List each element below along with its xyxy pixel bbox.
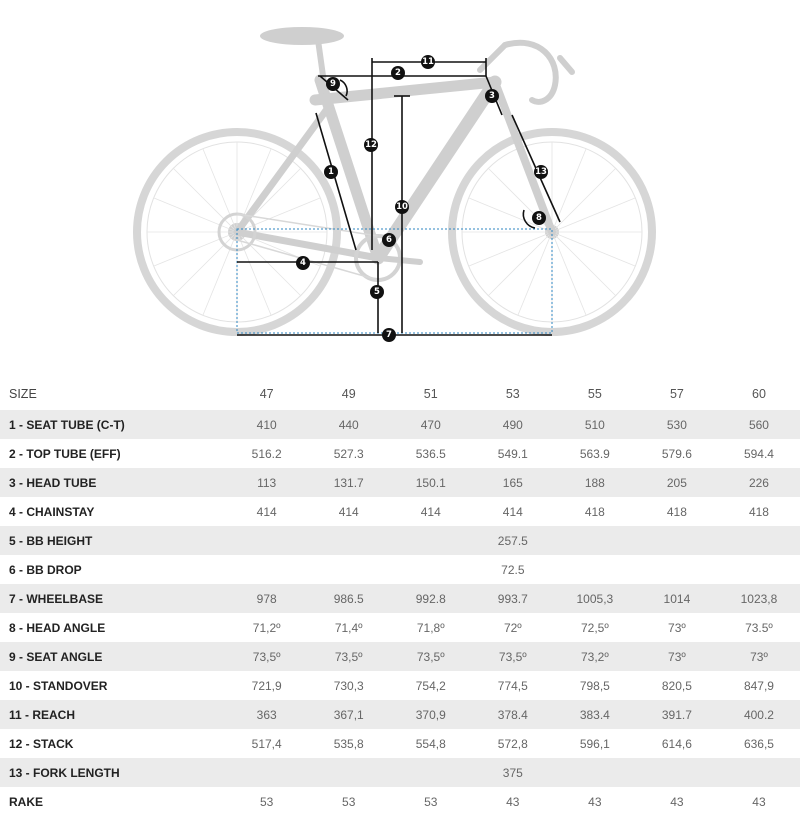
measurement-value: 150.1: [390, 468, 472, 497]
measurement-value: 73,5º: [308, 642, 390, 671]
measurement-value: 440: [308, 410, 390, 439]
measurement-value: 71,8º: [390, 613, 472, 642]
measurement-value: 517,4: [226, 729, 308, 758]
measurement-label: 2 - TOP TUBE (EFF): [0, 439, 226, 468]
measurement-value: 516.2: [226, 439, 308, 468]
measurement-label: 10 - STANDOVER: [0, 671, 226, 700]
measurement-value: 414: [308, 497, 390, 526]
measurement-value: 414: [390, 497, 472, 526]
marker-3-icon: [485, 89, 499, 103]
measurement-label: 4 - CHAINSTAY: [0, 497, 226, 526]
measurement-value: 363: [226, 700, 308, 729]
measurement-value: 71,2º: [226, 613, 308, 642]
size-column-header: 53: [505, 386, 520, 401]
measurement-value: 560: [718, 410, 800, 439]
svg-text:3: 3: [489, 91, 495, 101]
measurement-value: 43: [636, 787, 718, 816]
measurement-value: 391.7: [636, 700, 718, 729]
table-header-row: [0, 377, 800, 410]
measurement-value: 636,5: [718, 729, 800, 758]
measurement-value: 536.5: [390, 439, 472, 468]
marker-5-icon: [370, 285, 384, 299]
table-row: [0, 526, 800, 555]
measurement-value: 563.9: [554, 439, 636, 468]
svg-text:9: 9: [330, 79, 336, 89]
measurement-value: 490: [472, 410, 554, 439]
measurement-value: 847,9: [718, 671, 800, 700]
measurement-value: 370,9: [390, 700, 472, 729]
measurement-value-all-sizes: 375: [226, 758, 800, 787]
svg-text:11: 11: [422, 57, 434, 67]
measurement-value: 383.4: [554, 700, 636, 729]
measurement-value: 73º: [718, 642, 800, 671]
measurement-label: 1 - SEAT TUBE (C-T): [0, 410, 226, 439]
measurement-value: 43: [554, 787, 636, 816]
measurement-value: 53: [226, 787, 308, 816]
size-header: SIZE: [9, 386, 37, 401]
measurement-value: 527.3: [308, 439, 390, 468]
measurement-label: 5 - BB HEIGHT: [0, 526, 226, 555]
svg-text:13: 13: [535, 167, 547, 177]
measurement-label: 12 - STACK: [0, 729, 226, 758]
measurement-value: 579.6: [636, 439, 718, 468]
marker-9-icon: [326, 77, 340, 91]
measurement-value: 596,1: [554, 729, 636, 758]
marker-13-icon: [534, 165, 548, 179]
measurement-value: 992.8: [390, 584, 472, 613]
svg-text:5: 5: [374, 287, 380, 297]
table-row: [0, 729, 800, 758]
marker-1-icon: [324, 165, 338, 179]
measurement-value-all-sizes: 257.5: [226, 526, 800, 555]
measurement-value: 72,5º: [554, 613, 636, 642]
marker-2-icon: [391, 66, 405, 80]
measurement-value: 53: [308, 787, 390, 816]
measurement-value: 205: [636, 468, 718, 497]
measurement-value: 131.7: [308, 468, 390, 497]
measurement-value: 43: [718, 787, 800, 816]
measurement-value: 774,5: [472, 671, 554, 700]
measurement-value: 72º: [472, 613, 554, 642]
measurement-value: 378.4: [472, 700, 554, 729]
marker-4-icon: [296, 256, 310, 270]
table-row: [0, 555, 800, 584]
table-row: [0, 584, 800, 613]
measurement-value: 418: [718, 497, 800, 526]
measurement-value: 367,1: [308, 700, 390, 729]
svg-text:4: 4: [300, 258, 306, 268]
measurement-value: 978: [226, 584, 308, 613]
size-column-header: 55: [587, 386, 602, 401]
size-column-header: 60: [752, 386, 766, 401]
measurement-label: 8 - HEAD ANGLE: [0, 613, 226, 642]
measurement-value: 572,8: [472, 729, 554, 758]
svg-text:6: 6: [386, 235, 392, 245]
table-row: [0, 642, 800, 671]
marker-6-icon: [382, 233, 396, 247]
measurement-value: 993.7: [472, 584, 554, 613]
svg-text:7: 7: [386, 330, 392, 340]
measurement-value: 614,6: [636, 729, 718, 758]
measurement-label: 7 - WHEELBASE: [0, 584, 226, 613]
marker-11-icon: [421, 55, 435, 69]
size-column-header: 49: [341, 386, 356, 401]
measurement-value: 1005,3: [554, 584, 636, 613]
measurement-value: 71,4º: [308, 613, 390, 642]
measurement-value: 73.5º: [718, 613, 800, 642]
svg-text:2: 2: [395, 68, 401, 78]
marker-8-icon: [532, 211, 546, 225]
measurement-label: RAKE: [0, 787, 226, 816]
measurement-value: 535,8: [308, 729, 390, 758]
measurement-value: 418: [636, 497, 718, 526]
measurement-value: 754,2: [390, 671, 472, 700]
measurement-label: 3 - HEAD TUBE: [0, 468, 226, 497]
measurement-value: 554,8: [390, 729, 472, 758]
dimension-lines: [237, 58, 560, 335]
saddle-icon: [260, 27, 344, 45]
measurement-value: 188: [554, 468, 636, 497]
table-row: [0, 700, 800, 729]
table-row: [0, 787, 800, 816]
measurement-value: 414: [226, 497, 308, 526]
measurement-value: 510: [554, 410, 636, 439]
measurement-value: 820,5: [636, 671, 718, 700]
size-column-header: 57: [669, 386, 684, 401]
table-row: [0, 439, 800, 468]
measurement-value: 470: [390, 410, 472, 439]
measurement-value: 73,2º: [554, 642, 636, 671]
measurement-value: 594.4: [718, 439, 800, 468]
measurement-value: 165: [472, 468, 554, 497]
measurement-value: 53: [390, 787, 472, 816]
measurement-value: 798,5: [554, 671, 636, 700]
measurement-label: 6 - BB DROP: [0, 555, 226, 584]
measurement-label: 13 - FORK LENGTH: [0, 758, 226, 787]
svg-text:10: 10: [396, 202, 408, 212]
measurement-value: 730,3: [308, 671, 390, 700]
measurement-value: 410: [226, 410, 308, 439]
size-column-header: 47: [259, 386, 274, 401]
svg-text:1: 1: [328, 167, 334, 177]
measurement-value: 549.1: [472, 439, 554, 468]
marker-7-icon: [382, 328, 396, 342]
table-body: [0, 410, 800, 816]
measurement-value: 986.5: [308, 584, 390, 613]
marker-12-icon: [364, 138, 378, 152]
bike-geometry-diagram: [0, 0, 800, 370]
measurement-value: 1023,8: [718, 584, 800, 613]
measurement-value: 73º: [636, 642, 718, 671]
measurement-value: 418: [554, 497, 636, 526]
bike-illustration: [0, 0, 800, 370]
measurement-value: 414: [472, 497, 554, 526]
svg-text:12: 12: [365, 140, 377, 150]
svg-text:8: 8: [536, 213, 542, 223]
table-row: [0, 410, 800, 439]
measurement-value: 73,5º: [226, 642, 308, 671]
table-row: [0, 613, 800, 642]
measurement-value: 1014: [636, 584, 718, 613]
marker-10-icon: [395, 200, 409, 214]
table-row: [0, 671, 800, 700]
measurement-label: 11 - REACH: [0, 700, 226, 729]
measurement-value: 721,9: [226, 671, 308, 700]
table-row: [0, 758, 800, 787]
geometry-table: [0, 377, 800, 816]
measurement-value: 530: [636, 410, 718, 439]
measurement-value: 73,5º: [472, 642, 554, 671]
measurement-value: 73,5º: [390, 642, 472, 671]
table-row: [0, 497, 800, 526]
size-column-header: 51: [423, 386, 438, 401]
measurement-value: 113: [226, 468, 308, 497]
measurement-value: 43: [472, 787, 554, 816]
measurement-value: 73º: [636, 613, 718, 642]
measurement-value: 400.2: [718, 700, 800, 729]
measurement-value: 226: [718, 468, 800, 497]
measurement-label: 9 - SEAT ANGLE: [0, 642, 226, 671]
table-row: [0, 468, 800, 497]
measurement-value-all-sizes: 72.5: [226, 555, 800, 584]
